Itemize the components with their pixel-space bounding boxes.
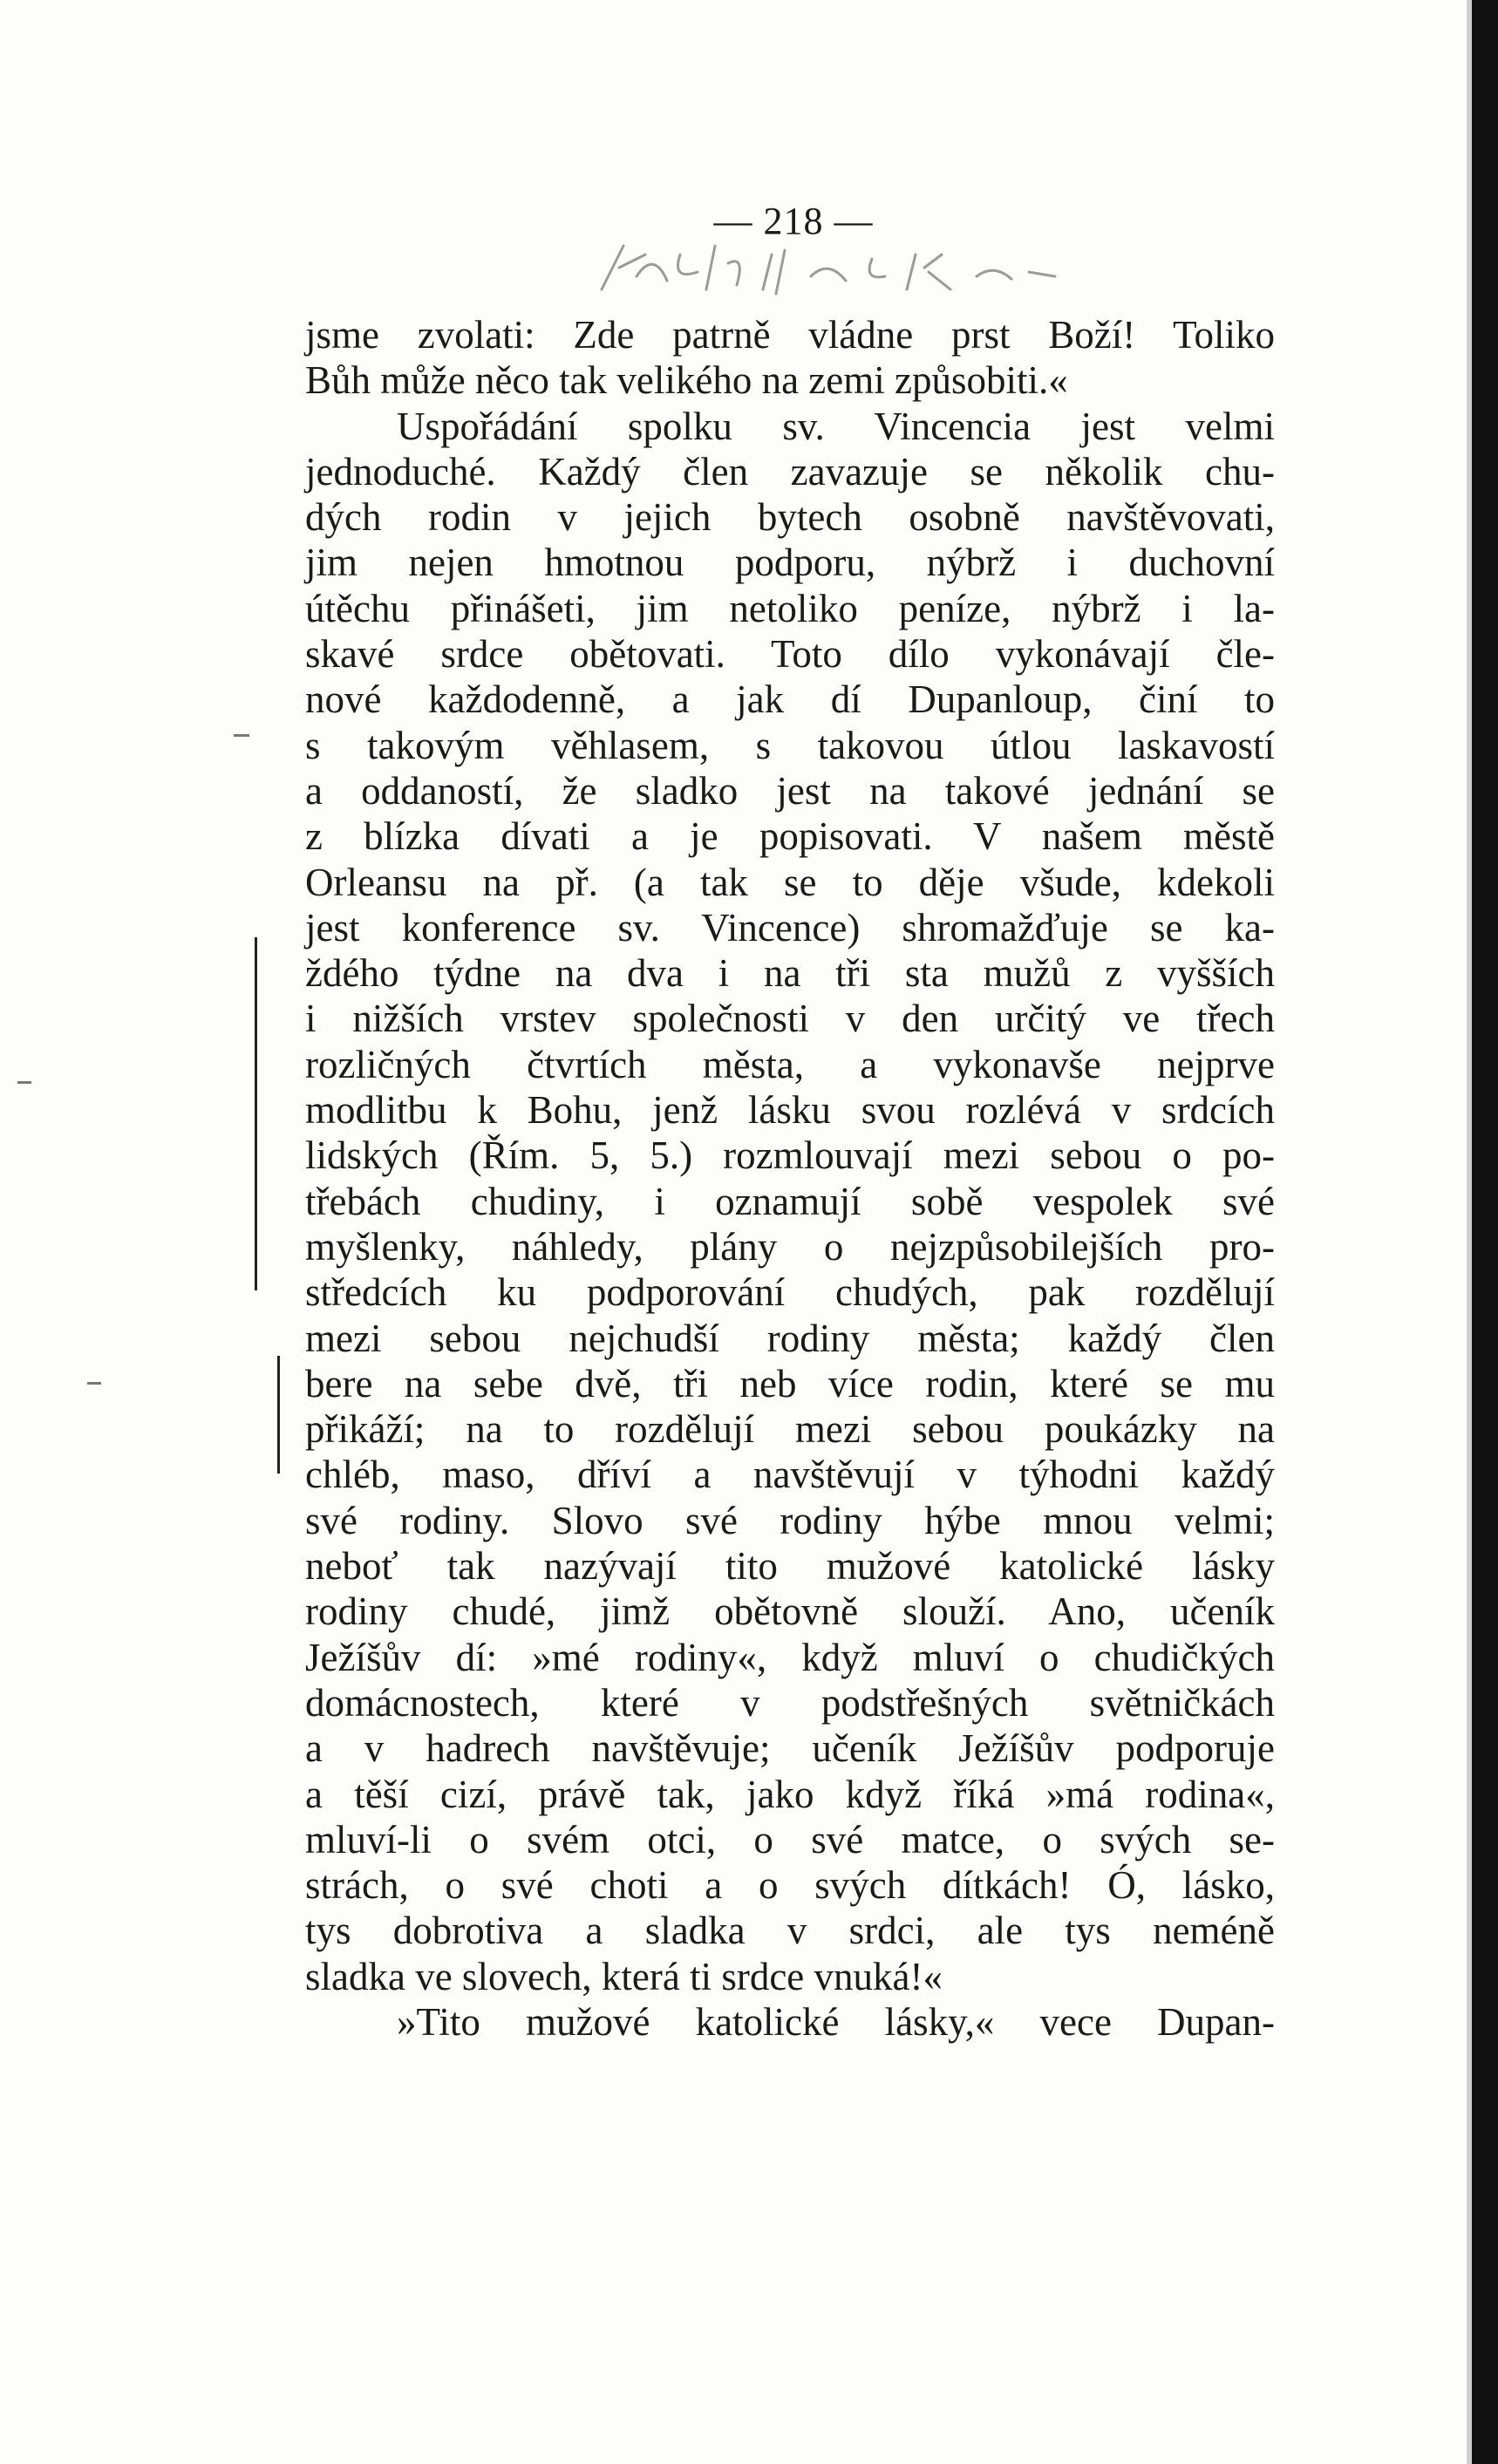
text-line: skavé srdce obětovati. Toto dílo vykonávají čle- <box>305 632 1275 677</box>
text-line: mluví-li o svém otci, o své matce, o svých se- <box>305 1817 1275 1862</box>
text-line: mezi sebou nejchudší rodiny města; každý člen <box>305 1316 1275 1360</box>
text-line: a oddaností, že sladko jest na takové jednání se <box>305 768 1275 813</box>
text-line: jest konference sv. Vincence) shromažďuje se ka- <box>305 905 1275 950</box>
text-line: bere na sebe dvě, tři neb více rodin, které se mu <box>305 1361 1275 1406</box>
text-line: dých rodin v jejich bytech osobně navštěvovati, <box>305 495 1275 540</box>
margin-pencil-mark <box>255 937 257 1290</box>
handwritten-note <box>584 228 1072 307</box>
text-line: lidských (Řím. 5, 5.) rozmlouvají mezi sebou o po- <box>305 1133 1275 1178</box>
text-line: strách, o své choti a o svých dítkách! Ó, lásko, <box>305 1863 1275 1908</box>
text-line: nové každodenně, a jak dí Dupanloup, činí to <box>305 677 1275 722</box>
text-line: jednoduché. Každý člen zavazuje se několik chu- <box>305 449 1275 493</box>
text-line: a v hadrech navštěvuje; učeník Ježíšův podporuje <box>305 1726 1275 1771</box>
text-line: rodiny chudé, jimž obětovně slouží. Ano, učeník <box>305 1589 1275 1634</box>
text-line: a těší cizí, právě tak, jako když říká »má rodina«, <box>305 1772 1275 1816</box>
text-line: »Tito mužové katolické lásky,« vece Dupan- <box>397 1999 1275 2044</box>
text-line: s takovým věhlasem, s takovou útlou laskavostí <box>305 723 1275 767</box>
page-number: — 218 — <box>713 200 874 242</box>
text-line: rozličných čtvrtích města, a vykonavše nejprve <box>305 1042 1275 1086</box>
text-line: ždého týdne na dva i na tři sta mužů z vyšších <box>305 951 1275 996</box>
text-line: neboť tak nazývají tito mužové katolické lásky <box>305 1544 1275 1589</box>
text-line: jim nejen hmotnou podporu, nýbrž i duchovní <box>305 541 1275 585</box>
margin-dash <box>234 734 249 737</box>
text-line: jsme zvolati: Zde patrně vládne prst Boží! Toliko <box>305 313 1275 357</box>
scan-border <box>1472 0 1498 2464</box>
text-line: z blízka dívati a je popisovati. V našem městě <box>305 814 1275 859</box>
text-line: útěchu přinášeti, jim netoliko peníze, nýbrž i la- <box>305 586 1275 630</box>
margin-dash <box>87 1382 101 1385</box>
text-line: Uspořádání spolku sv. Vincencia jest velmi <box>397 404 1275 448</box>
text-line: Bůh může něco tak velikého na zemi způsobiti.« <box>305 358 1068 403</box>
text-line: i nižších vrstev společnosti v den určitý ve třech <box>305 997 1275 1041</box>
text-line: Ježíšův dí: »mé rodiny«, když mluví o chudičkých <box>305 1635 1275 1679</box>
margin-dash <box>17 1081 31 1084</box>
text-line: své rodiny. Slovo své rodiny hýbe mnou velmi; <box>305 1498 1275 1542</box>
text-line: středcích ku podporování chudých, pak rozdělují <box>305 1270 1275 1315</box>
text-line: Orleansu na př. (a tak se to děje všude, kdekoli <box>305 860 1275 904</box>
text-line: modlitbu k Bohu, jenž lásku svou rozlévá v srdcích <box>305 1088 1275 1133</box>
text-line: třebách chudiny, i oznamují sobě vespolek své <box>305 1179 1275 1223</box>
body-text <box>305 312 1275 2045</box>
text-line: přikáží; na to rozdělují mezi sebou poukázky na <box>305 1407 1275 1452</box>
margin-pencil-mark <box>277 1356 280 1474</box>
text-line: sladka ve slovech, která ti srdce vnuká!« <box>305 1954 943 1998</box>
text-line: tys dobrotiva a sladka v srdci, ale tys neméně <box>305 1909 1275 1953</box>
text-line: chléb, maso, dříví a navštěvují v týhodni každý <box>305 1453 1275 1497</box>
text-line: domácnostech, které v podstřešných světničkách <box>305 1680 1275 1725</box>
text-line: myšlenky, náhledy, plány o nejzpůsobilejších pro- <box>305 1224 1275 1269</box>
